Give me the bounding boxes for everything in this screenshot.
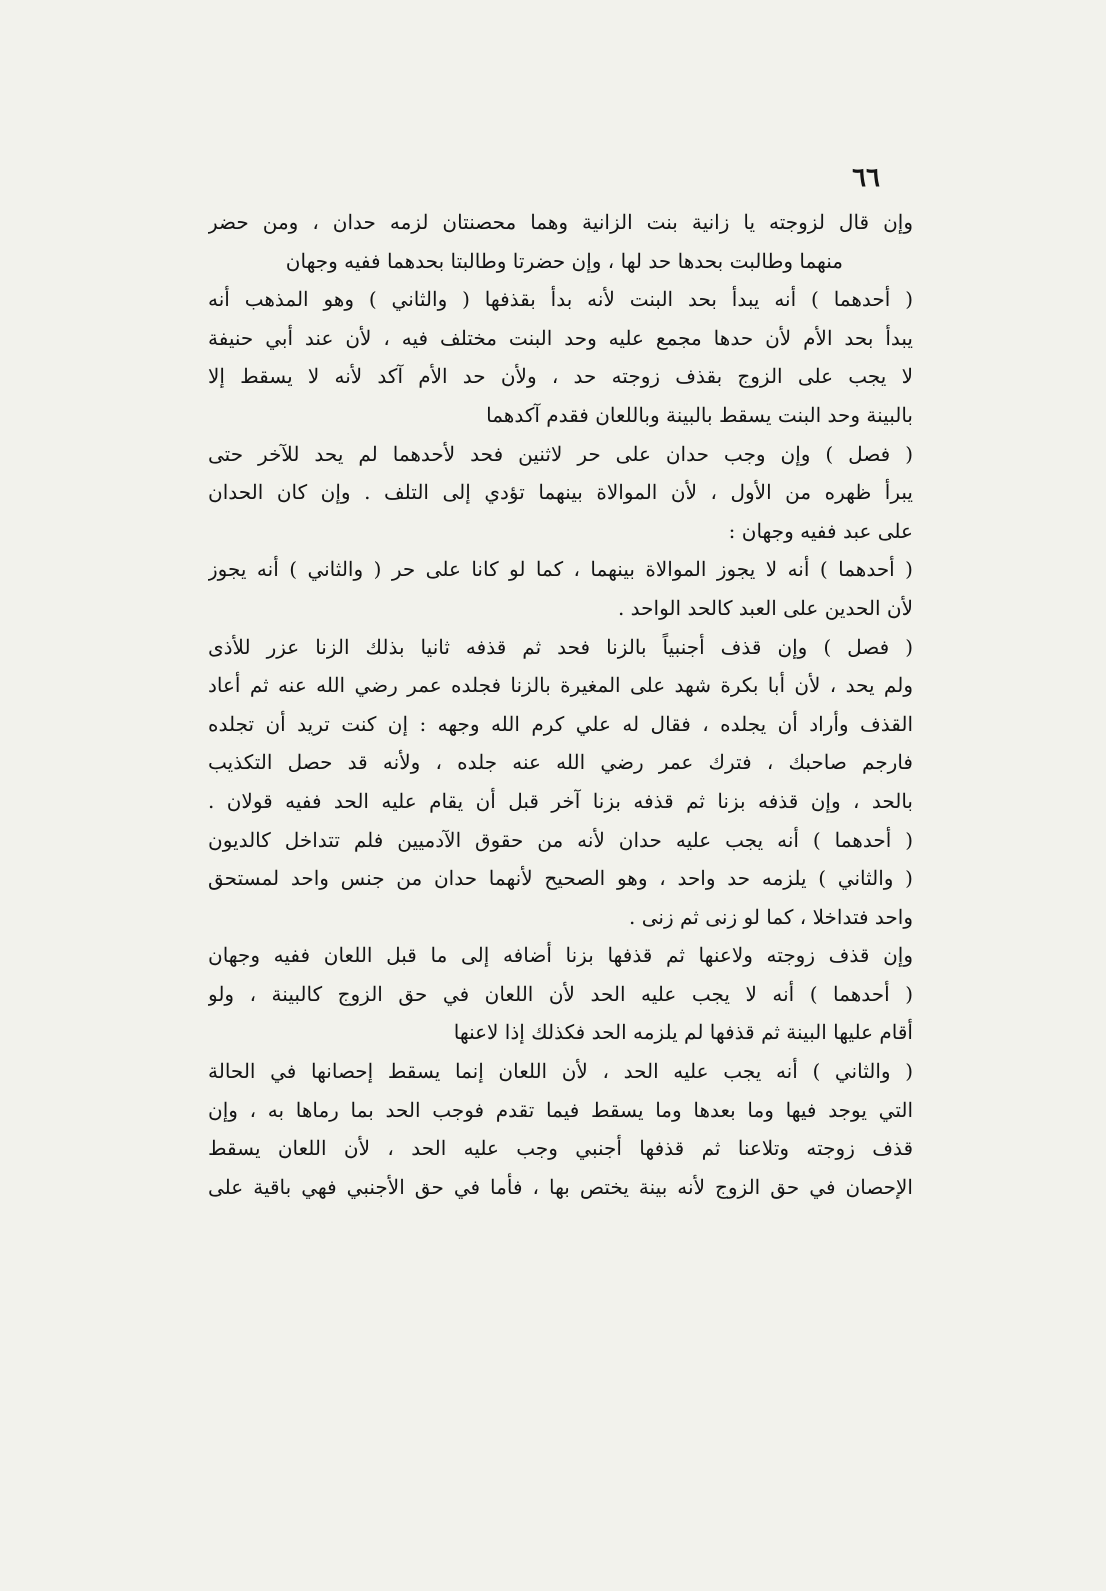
text-line: أقام عليها البينة ثم قذفها لم يلزمه الحد فكذلك إذا لاعنها: [453, 1020, 913, 1045]
text-line: لا يجب على الزوج بقذف زوجته حد ، ولأن حد الأم آكد لأنه لا يسقط إلا: [208, 364, 913, 389]
text-line: وإن قذف زوجته ولاعنها ثم قذفها بزنا أضافه إلى ما قبل اللعان ففيه وجهان: [208, 943, 913, 968]
text-line: ( والثاني ) أنه يجب عليه الحد ، لأن اللعان إنما يسقط إحصانها في الحالة: [208, 1059, 913, 1084]
text-line: وإن قال لزوجته يا زانية بنت الزانية وهما محصنتان لزمه حدان ، ومن حضر: [208, 210, 913, 234]
text-line: على عبد ففيه وجهان :: [728, 518, 913, 543]
text-line: ( أحدهما ) أنه يجب عليه حدان لأنه من حقوق الآدميين فلم تتداخل كالديون: [208, 827, 913, 852]
text-line: ( فصل ) وإن قذف أجنبياً بالزنا فحد ثم قذفه ثانيا بذلك الزنا عزر للأذى: [208, 634, 913, 659]
text-line: واحد فتداخلا ، كما لو زنى ثم زنى .: [629, 904, 913, 929]
body-text: [208, 203, 913, 1206]
text-line: ( أحدهما ) أنه يبدأ بحد البنت لأنه بدأ بقذفها ( والثاني ) وهو المذهب أنه: [208, 287, 913, 312]
text-line: بالحد ، وإن قذفه بزنا ثم قذفه بزنا آخر قبل أن يقام عليه الحد ففيه قولان .: [208, 788, 913, 813]
text-line: ولم يحد ، لأن أبا بكرة شهد على المغيرة بالزنا فجلده عمر رضي الله عنه ثم أعاد: [208, 673, 913, 698]
text-line: القذف وأراد أن يجلده ، فقال له علي كرم الله وجهه : إن كنت تريد أن تجلده: [208, 711, 913, 736]
text-line: التي يوجد فيها وما بعدها وما يسقط فيما تقدم فوجب الحد بما رماها به ، وإن: [208, 1097, 913, 1122]
text-line: الإحصان في حق الزوج لأنه بينة يختص بها ، فأما في حق الأجنبي فهي باقية على: [208, 1174, 913, 1199]
text-line: فارجم صاحبك ، فترك عمر رضي الله عنه جلده ، ولأنه قد حصل التكذيب: [208, 750, 913, 775]
page-number: ٦٦: [852, 163, 880, 193]
text-line: قذف زوجته وتلاعنا ثم قذفها أجنبي وجب عليه الحد ، لأن اللعان يسقط: [208, 1136, 913, 1161]
text-line: ( فصل ) وإن وجب حدان على حر لاثنين فحد لأحدهما لم يحد للآخر حتى: [208, 441, 913, 466]
text-line: يبرأ ظهره من الأول ، لأن الموالاة بينهما تؤدي إلى التلف . وإن كان الحدان: [208, 480, 913, 505]
text-line: لأن الحدين على العبد كالحد الواحد .: [617, 595, 913, 620]
text-line: ( أحدهما ) أنه لا يجب عليه الحد لأن اللعان في حق الزوج كالبينة ، ولو: [208, 981, 913, 1006]
text-line: بالبينة وحد البنت يسقط بالبينة وباللعان فقدم آكدهما: [486, 402, 913, 427]
text-line: ( أحدهما ) أنه لا يجوز الموالاة بينهما ، كما لو كانا على حر ( والثاني ) أنه يجوز: [208, 557, 913, 582]
text-line: ( والثاني ) يلزمه حد واحد ، وهو الصحيح لأنهما حدان من جنس واحد لمستحق: [208, 866, 913, 891]
text-line: يبدأ بحد الأم لأن حدها مجمع عليه وحد البنت مختلف فيه ، لأن عند أبي حنيفة: [208, 325, 913, 350]
text-line: منهما وطالبت بحدها حد لها ، وإن حضرتا وطالبتا بحدهما ففيه وجهان: [285, 248, 843, 273]
